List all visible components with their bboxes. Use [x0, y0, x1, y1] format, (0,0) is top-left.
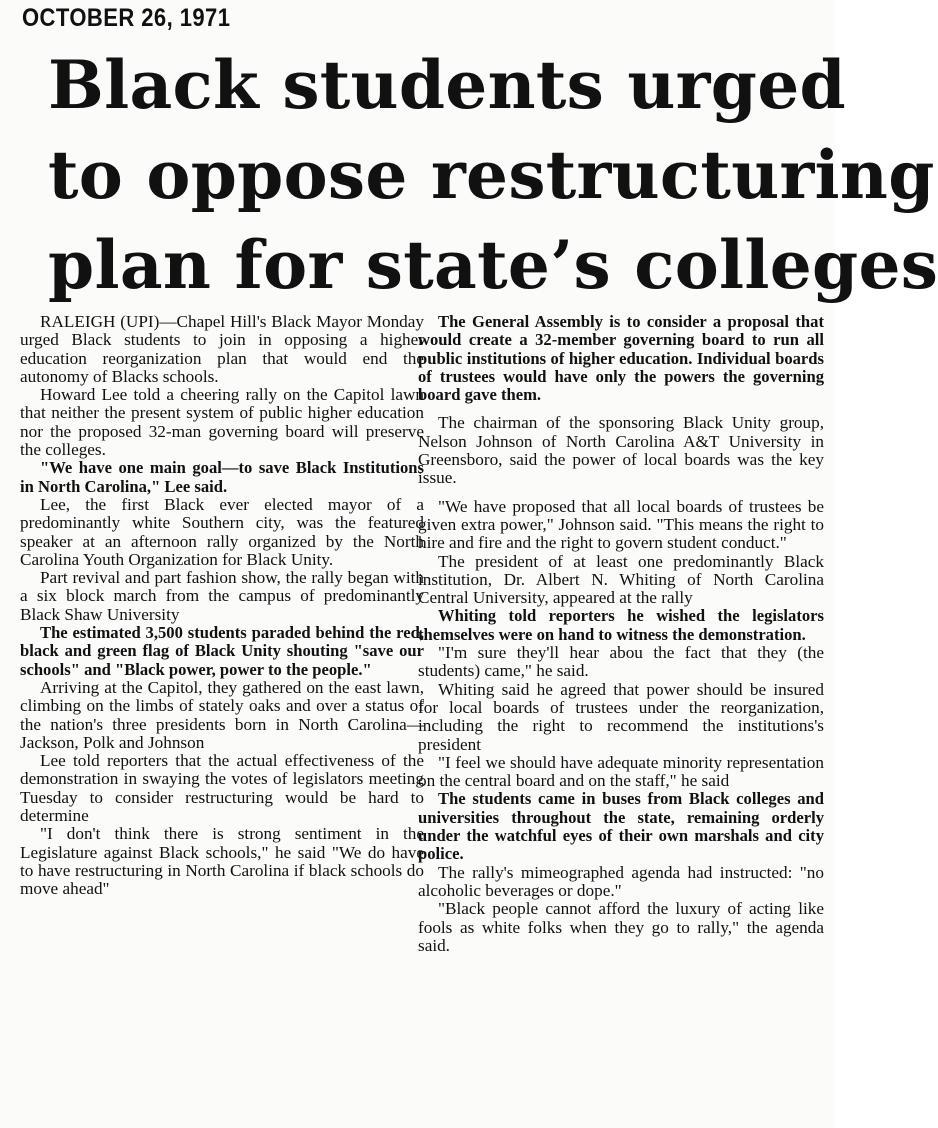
article-paragraph: "We have proposed that all local boards of trustees be given extra power," Johnson said. "This means the right to hire and fire and the right to govern student conduct.": [418, 496, 824, 553]
article-paragraph: "I'm sure they'll hear abou the fact that they (the students) came," he said.: [418, 643, 824, 681]
article-paragraph: "Black people cannot afford the luxury of acting like fools as white folks when they go to rally," the agenda said.: [418, 899, 824, 955]
article-paragraph: Arriving at the Capitol, they gathered on the east lawn, climbing on the limbs of stately oaks and over a status of the nation's three presidents born in North Carolina—Jackson, Polk and Johnson: [20, 677, 424, 752]
headline-line-3: plan for state’s colleges: [48, 226, 938, 304]
article-paragraph: The president of at least one predominantly Black institution, Dr. Albert N. Whiting of North Carolina Central University, appeared at the rally: [418, 551, 824, 608]
dateline: OCTOBER 26, 1971: [22, 4, 231, 32]
article-paragraph: The chairman of the sponsoring Black Unity group, Nelson Johnson of North Carolina A&T University in Greensboro, said the power of local boards was the key issue.: [418, 413, 824, 488]
article-column-right: [418, 313, 824, 955]
article-paragraph: "I don't think there is strong sentiment in the Legislature against Black schools," he said "We do have to have restructuring in North Carolina if black schools do move ahead": [20, 824, 424, 899]
article-paragraph: Lee told reporters that the actual effectiveness of the demonstration in swaying the votes of legislators meeting Tuesday to consider restructuring would be hard to determine: [20, 751, 424, 826]
article-paragraph: The General Assembly is to consider a proposal that would create a 32-member governing board to run all public institutions of higher education. Individual boards of trustees would have only the powers the governing board gave them.: [418, 312, 824, 405]
headline: [48, 40, 938, 310]
article-paragraph: Whiting told reporters he wished the legislators themselves were on hand to witness the demonstration.: [418, 606, 824, 644]
article-paragraph: RALEIGH (UPI)—Chapel Hill's Black Mayor Monday urged Black students to join in opposing a higher education reorganization plan that would end the autonomy of Blacks schools.: [20, 312, 424, 386]
article-paragraph: "I feel we should have adequate minority representation on the central board and on the staff," he said: [418, 752, 824, 791]
article-paragraph: The rally's mimeographed agenda had instructed: "no alcoholic beverages or dope.": [418, 862, 824, 900]
article-paragraph: Whiting said he agreed that power should be insured for local boards of trustees under the reorganization, including the right to recommend the institutions's president: [418, 679, 824, 754]
article-paragraph: The students came in buses from Black colleges and universities throughout the state, remaining orderly under the watchful eyes of their own marshals and city police.: [418, 789, 824, 864]
article-paragraph: Howard Lee told a cheering rally on the Capitol lawn that neither the present system of public higher education nor the proposed 32-man governing board will preserve the colleges.: [20, 385, 424, 460]
article-paragraph: Part revival and part fashion show, the rally began with a six block march from the campus of predominantly Black Shaw University: [20, 568, 424, 624]
headline-line-2: to oppose restructuring: [48, 136, 935, 214]
article-paragraph: "We have one main goal—to save Black Institutions in North Carolina," Lee said.: [20, 458, 424, 496]
headline-line-1: Black students urged: [48, 46, 846, 124]
article-paragraph: Lee, the first Black ever elected mayor of a predominantly white Southern city, was the featured speaker at an afternoon rally organized by the North Carolina Youth Organization for Black Unity.: [20, 494, 424, 569]
article-column-left: [20, 313, 424, 899]
article-paragraph: The estimated 3,500 students paraded behind the red, black and green flag of Black Unity shouting "save our schools" and "Black power, power to the people.": [20, 623, 424, 679]
